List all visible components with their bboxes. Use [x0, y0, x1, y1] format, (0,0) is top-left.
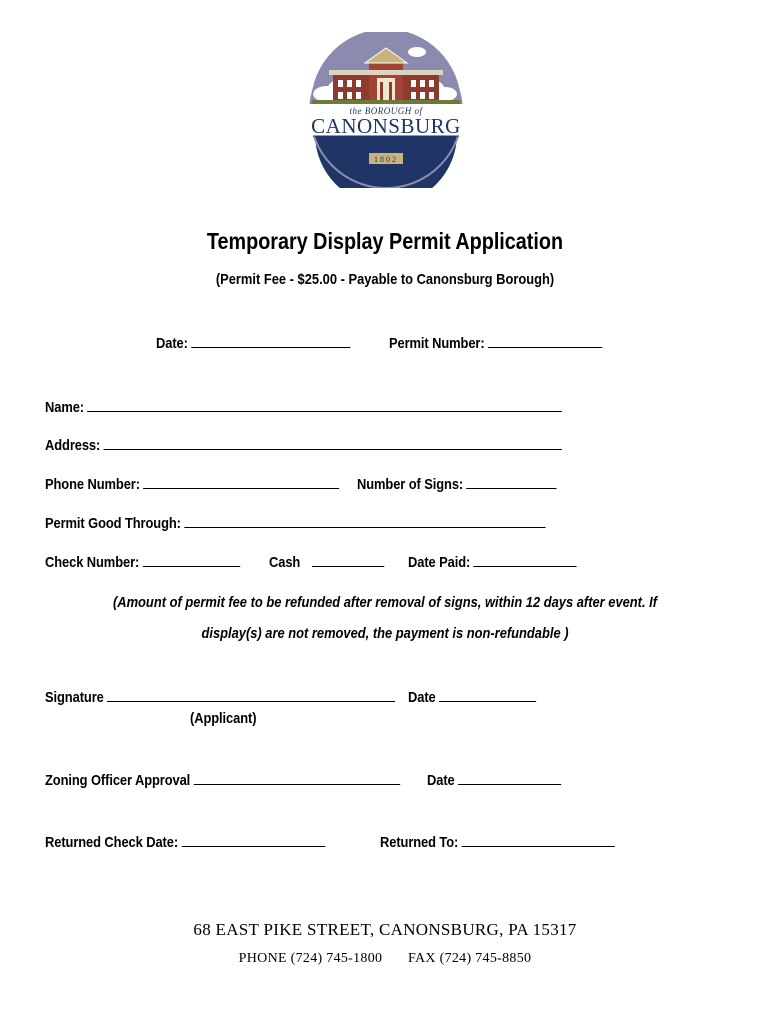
refund-note-line1: (Amount of permit fee to be refunded after removal of signs, within 12 days after event. If — [112, 594, 658, 611]
returned-to-label: Returned To: — [380, 834, 459, 851]
zoning-date-line[interactable] — [458, 772, 561, 785]
zoning-date-label: Date — [427, 772, 455, 789]
number-of-signs-line[interactable] — [467, 476, 557, 489]
page-subtitle: (Permit Fee - $25.00 - Payable to Canonsburg Borough) — [215, 271, 555, 288]
zoning-date-field[interactable] — [427, 772, 561, 789]
zoning-approval-field[interactable] — [45, 772, 400, 789]
cash-line[interactable] — [312, 554, 384, 567]
returned-to-field[interactable] — [380, 834, 615, 851]
permit-good-through-field[interactable] — [45, 515, 546, 532]
borough-logo — [305, 32, 467, 188]
check-number-label: Check Number: — [45, 554, 140, 571]
check-number-field[interactable] — [45, 554, 240, 571]
check-number-line[interactable] — [143, 554, 240, 567]
date-line[interactable] — [191, 335, 350, 348]
footer-fax: FAX (724) 745-8850 — [407, 951, 532, 966]
footer-contact — [0, 951, 770, 967]
phone-number-label: Phone Number: — [45, 476, 140, 493]
footer-phone: PHONE (724) 745-1800 — [238, 951, 383, 966]
date-paid-label: Date Paid: — [408, 554, 471, 571]
number-of-signs-label: Number of Signs: — [357, 476, 464, 493]
name-field[interactable] — [45, 399, 562, 416]
returned-check-date-line[interactable] — [182, 834, 326, 847]
name-line[interactable] — [88, 399, 563, 412]
signature-field[interactable] — [45, 689, 395, 706]
signature-line[interactable] — [107, 689, 395, 702]
applicant-label: (Applicant) — [190, 710, 257, 727]
number-of-signs-field[interactable] — [357, 476, 557, 493]
permit-good-through-label: Permit Good Through: — [45, 515, 181, 532]
date-paid-field[interactable] — [408, 554, 577, 571]
footer-address: 68 EAST PIKE STREET, CANONSBURG, PA 15317 — [193, 920, 577, 939]
logo-line2: CANONSBURG — [311, 114, 461, 138]
returned-to-line[interactable] — [462, 834, 615, 847]
page-title: Temporary Display Permit Application — [206, 228, 564, 254]
signature-date-field[interactable] — [408, 689, 536, 706]
logo-line1: the BOROUGH of — [349, 106, 423, 116]
address-field[interactable] — [45, 437, 562, 454]
permit-number-label: Permit Number: — [389, 335, 485, 352]
signature-label: Signature — [45, 689, 104, 706]
logo-year: 1802 — [374, 155, 398, 164]
name-label: Name: — [45, 399, 85, 416]
returned-check-date-field[interactable] — [45, 834, 325, 851]
address-line[interactable] — [104, 437, 562, 450]
returned-check-date-label: Returned Check Date: — [45, 834, 179, 851]
zoning-approval-label: Zoning Officer Approval — [45, 772, 191, 789]
refund-note-line2: display(s) are not removed, the payment is non-refundable ) — [201, 625, 569, 642]
date-paid-line[interactable] — [474, 554, 577, 567]
borough-seal-icon — [305, 32, 467, 188]
cash-label: Cash — [269, 554, 301, 571]
phone-number-field[interactable] — [45, 476, 340, 493]
signature-date-label: Date — [408, 689, 436, 706]
zoning-approval-line[interactable] — [194, 772, 400, 785]
phone-number-line[interactable] — [143, 476, 339, 489]
cash-field[interactable] — [269, 554, 385, 571]
permit-good-through-line[interactable] — [184, 515, 545, 528]
permit-number-line[interactable] — [488, 335, 602, 348]
address-label: Address: — [45, 437, 101, 454]
date-field[interactable] — [156, 335, 350, 352]
date-label: Date: — [156, 335, 188, 352]
signature-date-line[interactable] — [439, 689, 536, 702]
permit-number-field[interactable] — [389, 335, 602, 352]
